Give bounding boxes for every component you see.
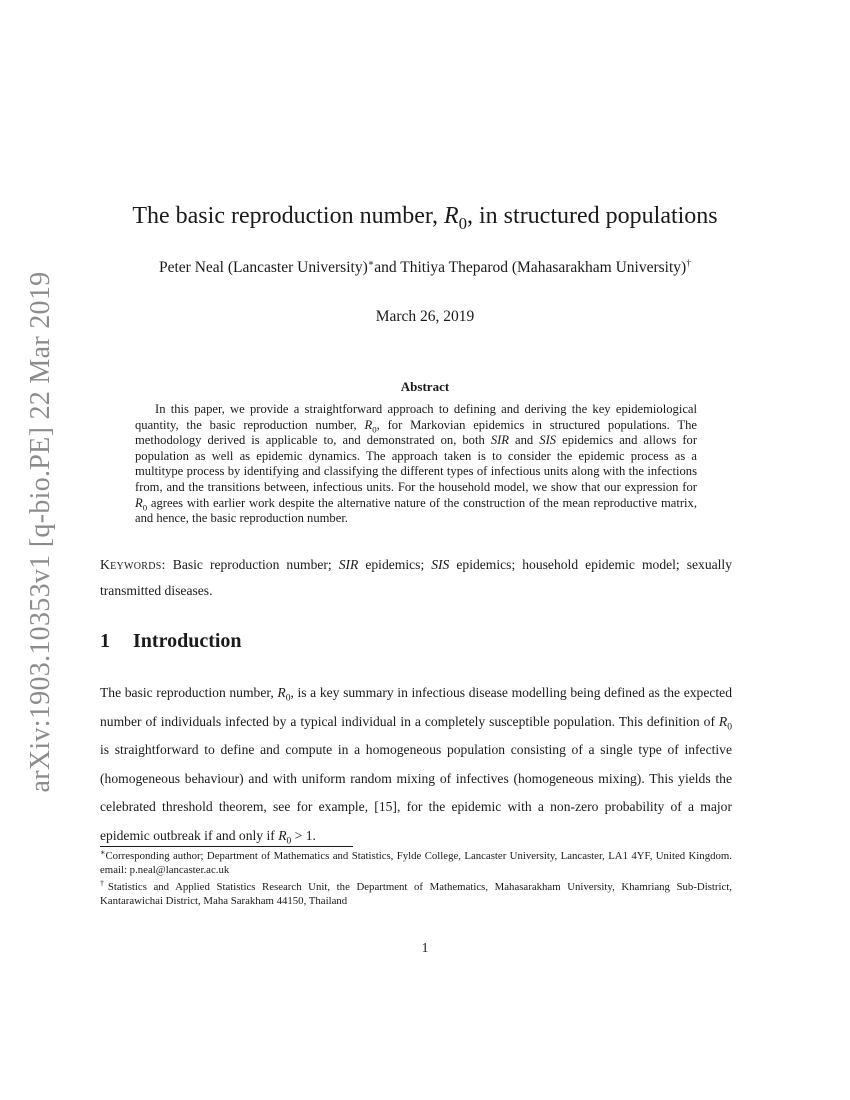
abstract-text-5: agrees with earlier work despite the alternative nature of the construction of the mean reproductive matrix, and hence, the basic reproduction number. — [135, 495, 697, 526]
arxiv-side-stamp: arXiv:1903.10353v1 [q-bio.PE] 22 Mar 2019 — [25, 271, 56, 793]
title-text-post: , in structured populations — [467, 203, 718, 229]
footnotes — [100, 850, 732, 912]
footnote-mark-1: ∗ — [100, 848, 106, 857]
footnote-mark-2: † — [100, 879, 108, 888]
abstract-r0-subscript-2: 0 — [142, 502, 148, 513]
abstract-r0-symbol-2: R — [135, 495, 143, 510]
page-number: 1 — [421, 940, 429, 955]
section-title: Introduction — [133, 630, 242, 652]
title-r0-symbol: R — [443, 203, 459, 229]
abstract-r0-subscript: 0 — [372, 424, 377, 435]
abstract-body — [135, 402, 697, 527]
section-number: 1 — [100, 630, 110, 652]
footnote-corresponding-author — [100, 850, 732, 877]
introduction-paragraph — [100, 679, 732, 850]
author-second: and Thitiya Theparod (Mahasarakham University) — [374, 259, 687, 276]
abstract-text-3: and — [509, 433, 540, 448]
title-text-pre: The basic reproduction number, — [132, 203, 444, 229]
abstract-text-2: , for Markovian epidemics in structured populations. The methodology derived is applicable to, and demonstrated on, both — [135, 417, 698, 448]
keywords-label: Keywords: — [100, 557, 166, 572]
abstract-sir-term: SIR — [490, 433, 509, 448]
abstract-sis-term: SIS — [539, 433, 557, 448]
paper-title — [0, 201, 850, 231]
footnote-text-2: Statistics and Applied Statistics Research Unit, the Department of Mathematics, Mahasarakham University, Khamriang Sub-District, Kantarawichai District, Maha Sarakham 44150, Thailand — [100, 881, 733, 907]
title-r0-subscript: 0 — [458, 213, 468, 233]
intro-text-1: The basic reproduction number, — [100, 685, 278, 700]
footnote-text-1: Corresponding author; Department of Mathematics and Statistics, Fylde College, Lancaster University, Lancaster, LA1 4YF, United Kingdom. email: p.neal@lancaster.ac.uk — [100, 850, 732, 876]
footnote-divider — [100, 846, 353, 847]
intro-r0-symbol-3: R — [278, 827, 287, 843]
intro-r0-subscript-3: 0 — [286, 836, 292, 847]
paper-date: March 26, 2019 — [375, 308, 475, 325]
intro-r0-symbol-2: R — [718, 713, 728, 729]
intro-r0-subscript-2: 0 — [727, 722, 732, 733]
keywords-sir-term: SIR — [338, 557, 359, 572]
intro-text-3: is straightforward to define and compute in a homogeneous population consisting of a single type of infective (homogeneous behaviour) and with uniform random mixing of infectives (homogeneous mixing). This yields the celebrated threshold theorem, see for example, [15], for the epidemic with a non-zero probability of a major epidemic outbreak if and only if — [100, 742, 732, 843]
keywords-block — [100, 552, 732, 604]
section-heading-introduction — [100, 627, 242, 655]
intro-r0-symbol: R — [277, 685, 286, 700]
author-first: Peter Neal (Lancaster University) — [159, 259, 368, 276]
keywords-text-3: epidemics; household epidemic model; sexually transmitted diseases. — [100, 557, 732, 598]
footnote-second-affiliation — [100, 881, 732, 908]
abstract-r0-symbol: R — [364, 417, 373, 432]
intro-text-4: > 1. — [291, 827, 316, 843]
abstract-text-1: In this paper, we provide a straightforward approach to defining and deriving the key epidemiological quantity, the basic reproduction number, — [135, 402, 697, 432]
keywords-sis-term: SIS — [431, 557, 450, 572]
intro-text-2: , is a key summary in infectious disease modelling being defined as the expected number of individuals infected by a typical individual in a completely susceptible population. This definition of — [100, 685, 732, 729]
author-second-footnote-mark[interactable]: † — [686, 257, 691, 269]
keywords-text-1: Basic reproduction number; — [165, 557, 339, 572]
intro-r0-subscript: 0 — [285, 693, 291, 704]
keywords-text-2: epidemics; — [358, 557, 432, 572]
author-first-footnote-mark[interactable]: ∗ — [367, 257, 375, 269]
abstract-text-4: epidemics and allows for population as well as epidemic dynamics. The approach taken is to consider the epidemic process as a multitype process by identifying and classifying the different types of infectious units along with the infections from, and the transitions between, infectious units. For the household model, we show that our expression for — [135, 433, 698, 494]
author-line — [0, 257, 850, 279]
abstract-heading: Abstract — [400, 379, 450, 394]
